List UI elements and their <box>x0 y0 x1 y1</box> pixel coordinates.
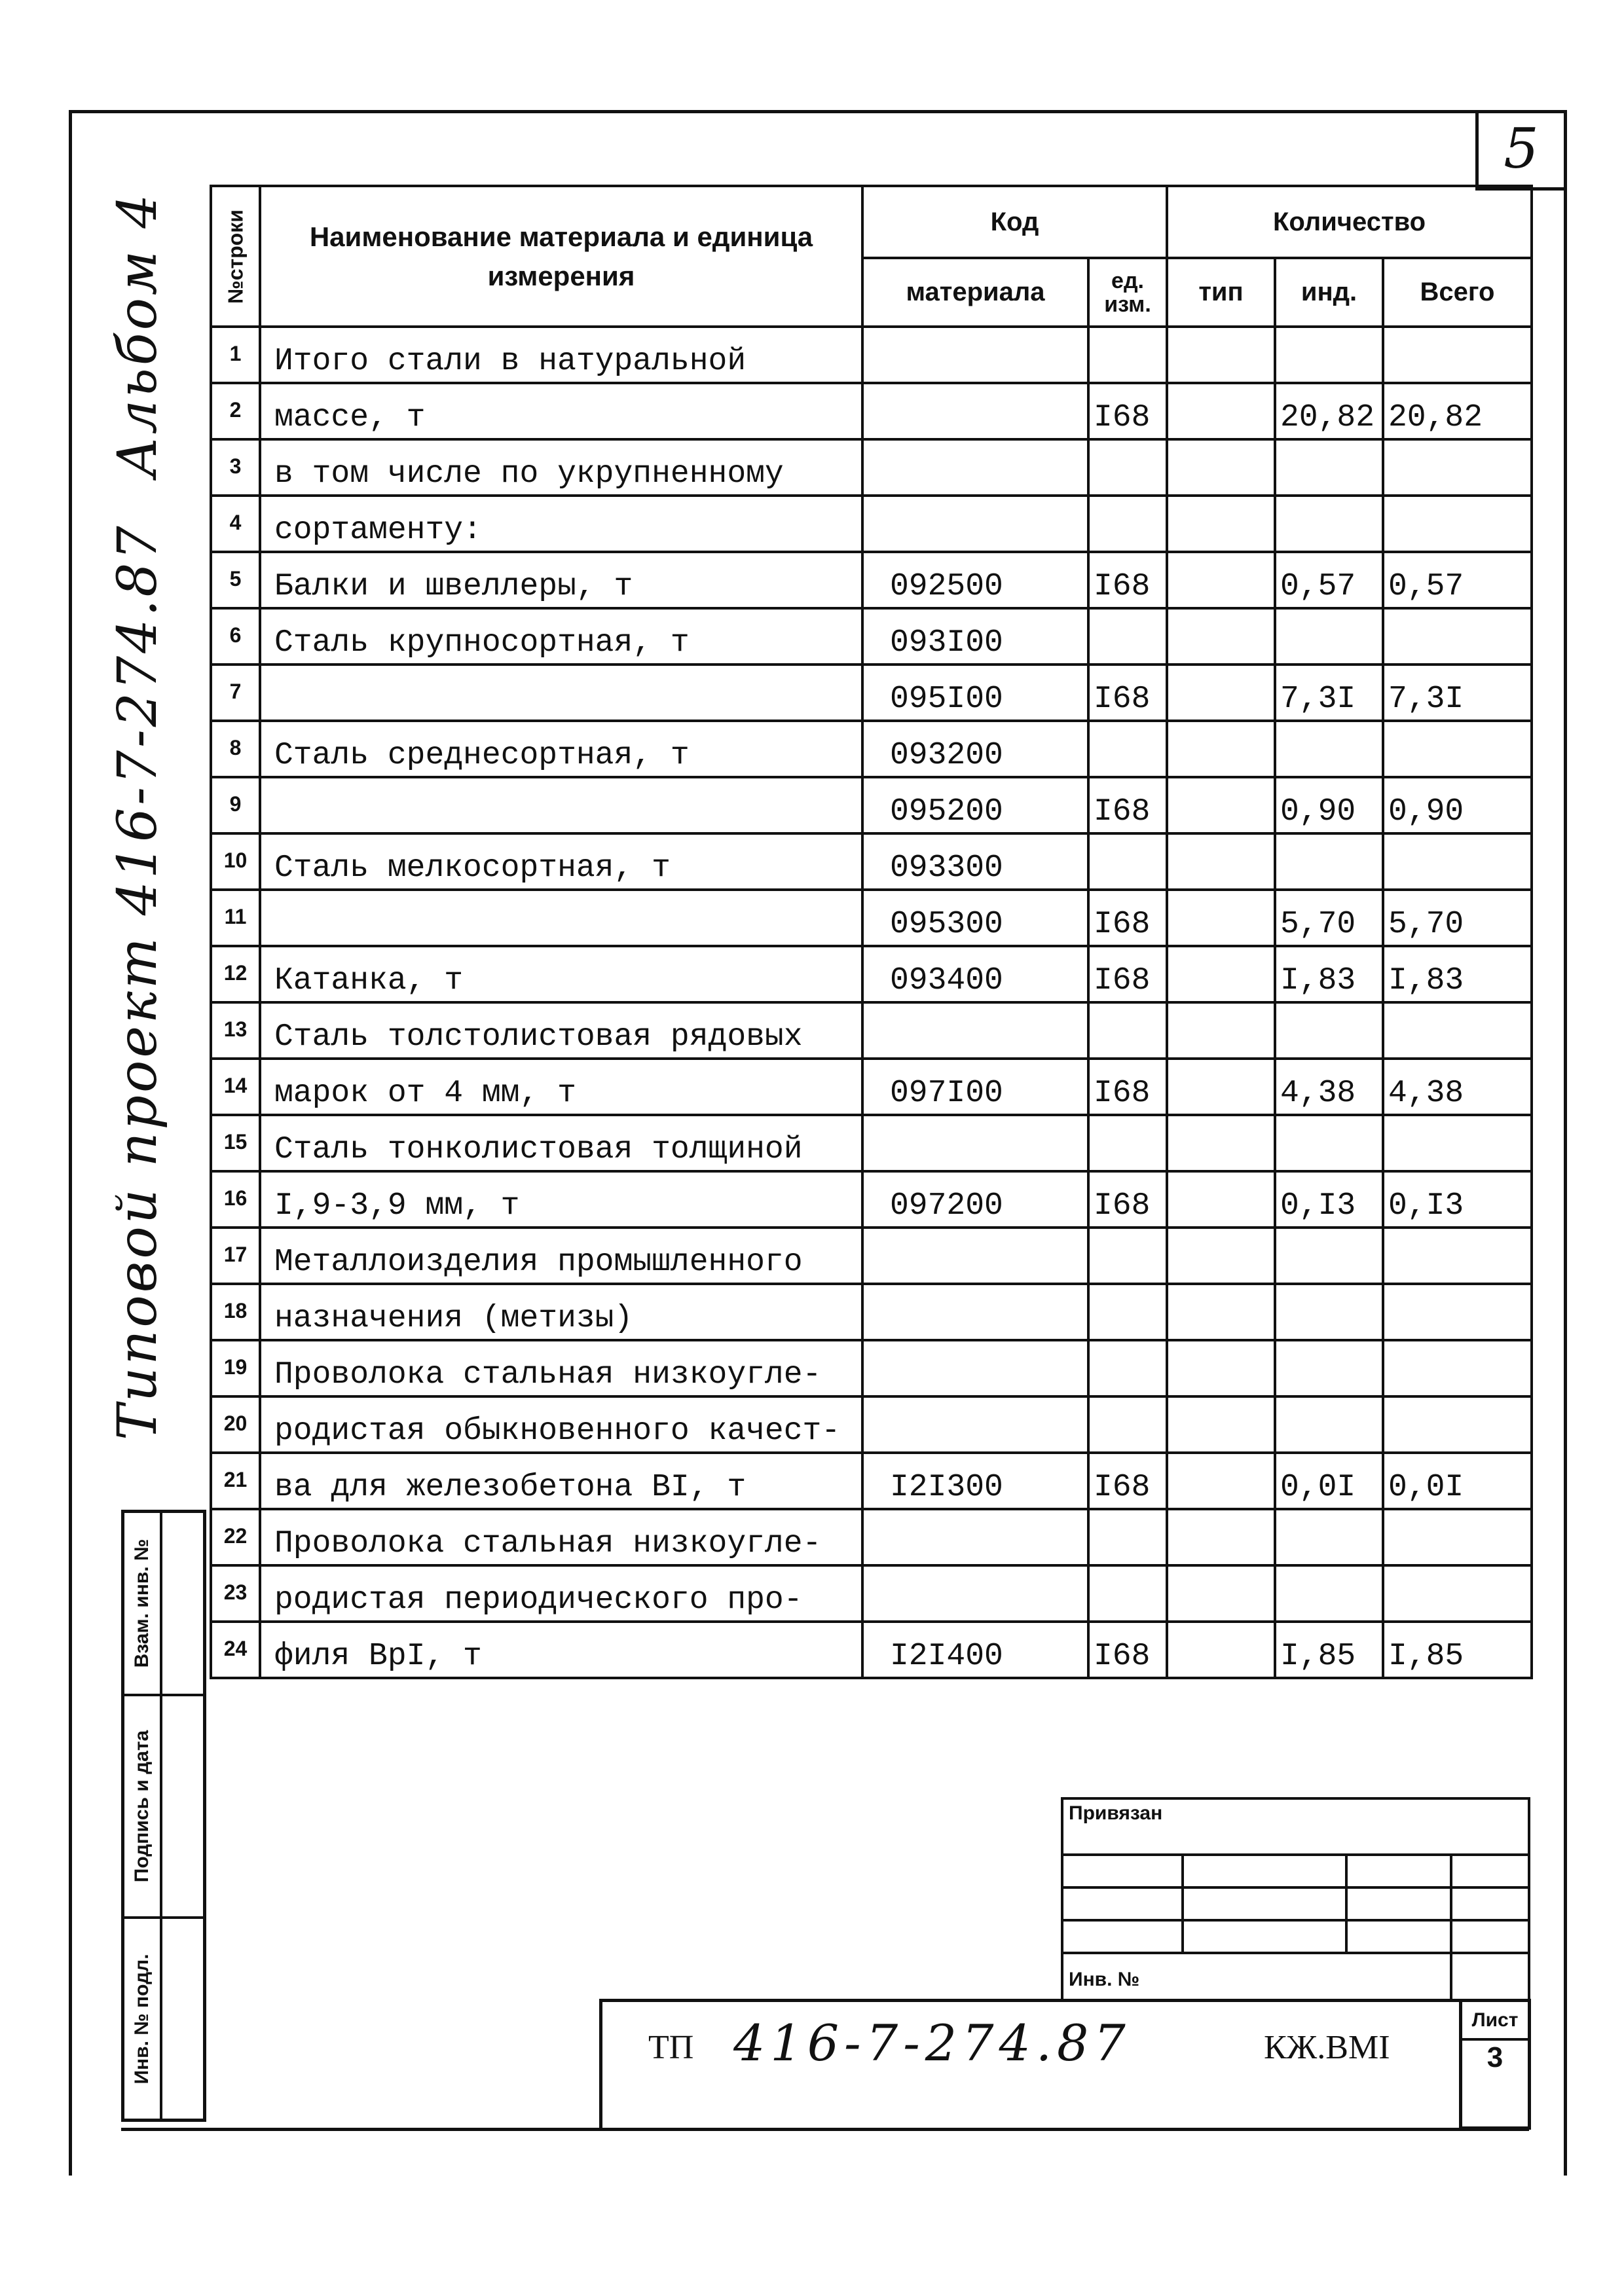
unit-code <box>1088 1115 1167 1171</box>
unit-code <box>1088 721 1167 777</box>
table-row <box>211 608 1532 665</box>
material-code <box>862 496 1088 552</box>
material-code: 095300 <box>862 890 1088 946</box>
qty-individual <box>1275 833 1383 890</box>
table-row <box>211 1115 1532 1171</box>
material-name: Сталь среднесортная, т <box>260 721 862 777</box>
material-code: 093200 <box>862 721 1088 777</box>
qty-type <box>1167 327 1275 383</box>
table-row <box>211 1340 1532 1396</box>
sheet-box <box>1459 1999 1531 2130</box>
material-code <box>862 1228 1088 1284</box>
qty-type <box>1167 946 1275 1002</box>
qty-individual <box>1275 327 1383 383</box>
material-name: Итого стали в натуральной <box>260 327 862 383</box>
material-code <box>862 1565 1088 1622</box>
title-tp: ТП <box>648 2029 694 2066</box>
row-number: 8 <box>211 721 260 777</box>
row-number: 15 <box>211 1115 260 1171</box>
row-number: 21 <box>211 1453 260 1509</box>
qty-total: 7,3I <box>1383 665 1532 721</box>
unit-code: I68 <box>1088 1171 1167 1228</box>
header-rowno: №строки <box>211 186 260 327</box>
table-row <box>211 1509 1532 1565</box>
qty-individual <box>1275 439 1383 496</box>
table-row <box>211 383 1532 439</box>
material-code <box>862 1396 1088 1453</box>
table-row <box>211 1396 1532 1453</box>
sheet-label: Лист <box>1462 2002 1528 2041</box>
unit-code <box>1088 327 1167 383</box>
unit-code: I68 <box>1088 665 1167 721</box>
material-name: ва для железобетона BI, т <box>260 1453 862 1509</box>
unit-code <box>1088 833 1167 890</box>
material-name <box>260 665 862 721</box>
row-number: 7 <box>211 665 260 721</box>
row-number: 5 <box>211 552 260 608</box>
qty-type <box>1167 1622 1275 1678</box>
table-row <box>211 496 1532 552</box>
qty-type <box>1167 608 1275 665</box>
material-name: филя BpI, т <box>260 1622 862 1678</box>
qty-type <box>1167 833 1275 890</box>
qty-individual <box>1275 1115 1383 1171</box>
qty-total: 4,38 <box>1383 1059 1532 1115</box>
material-code <box>862 1115 1088 1171</box>
row-number: 18 <box>211 1284 260 1340</box>
unit-code <box>1088 1340 1167 1396</box>
row-number: 24 <box>211 1622 260 1678</box>
qty-individual <box>1275 1565 1383 1622</box>
row-number: 23 <box>211 1565 260 1622</box>
qty-total <box>1383 1509 1532 1565</box>
qty-type <box>1167 552 1275 608</box>
page-number: 5 <box>1475 110 1564 191</box>
row-number: 17 <box>211 1228 260 1284</box>
unit-code: I68 <box>1088 1622 1167 1678</box>
material-code: 095I00 <box>862 665 1088 721</box>
material-code <box>862 1284 1088 1340</box>
table-body <box>211 327 1532 1678</box>
stamp-podpis-cell <box>124 1696 203 1919</box>
unit-code: I68 <box>1088 1059 1167 1115</box>
table-row <box>211 1002 1532 1059</box>
qty-type <box>1167 721 1275 777</box>
material-code: I2I400 <box>862 1622 1088 1678</box>
qty-type <box>1167 1171 1275 1228</box>
table-row <box>211 833 1532 890</box>
qty-total: 20,82 <box>1383 383 1532 439</box>
qty-total: 5,70 <box>1383 890 1532 946</box>
material-code: I2I300 <box>862 1453 1088 1509</box>
qty-type <box>1167 890 1275 946</box>
qty-individual <box>1275 608 1383 665</box>
material-name: марок от 4 мм, т <box>260 1059 862 1115</box>
unit-code <box>1088 1396 1167 1453</box>
qty-individual: 20,82 <box>1275 383 1383 439</box>
table-row <box>211 1622 1532 1678</box>
table-row <box>211 665 1532 721</box>
qty-individual: 0,90 <box>1275 777 1383 833</box>
row-number: 19 <box>211 1340 260 1396</box>
qty-type <box>1167 777 1275 833</box>
unit-code: I68 <box>1088 777 1167 833</box>
table-row <box>211 327 1532 383</box>
unit-code: I68 <box>1088 946 1167 1002</box>
qty-total: I,85 <box>1383 1622 1532 1678</box>
row-number: 9 <box>211 777 260 833</box>
qty-type <box>1167 1284 1275 1340</box>
material-name: Сталь крупносортная, т <box>260 608 862 665</box>
material-code: 092500 <box>862 552 1088 608</box>
header-name: Наименование материала и единица измерения <box>260 186 862 327</box>
row-number: 1 <box>211 327 260 383</box>
title-block <box>599 1999 1464 2130</box>
material-name: массе, т <box>260 383 862 439</box>
inv-no-label: Инв. № <box>1069 1969 1140 1990</box>
unit-code: I68 <box>1088 1453 1167 1509</box>
material-code: 093300 <box>862 833 1088 890</box>
qty-individual: 0,57 <box>1275 552 1383 608</box>
material-code <box>862 1002 1088 1059</box>
table-row <box>211 1059 1532 1115</box>
side-caption-album: Альбом 4 <box>106 191 169 478</box>
header-code-unit: ед. изм. <box>1088 258 1167 327</box>
qty-total <box>1383 1340 1532 1396</box>
material-name <box>260 777 862 833</box>
title-project-number: 416-7-274.87 <box>733 2014 1131 2072</box>
table-row <box>211 1565 1532 1622</box>
row-number: 14 <box>211 1059 260 1115</box>
row-number: 16 <box>211 1171 260 1228</box>
row-number: 4 <box>211 496 260 552</box>
material-name: Проволока стальная низкоугле- <box>260 1340 862 1396</box>
stamp-inv-label: Инв. № подл. <box>131 1953 153 2085</box>
qty-type <box>1167 439 1275 496</box>
qty-type <box>1167 1509 1275 1565</box>
unit-code <box>1088 439 1167 496</box>
qty-individual: 7,3I <box>1275 665 1383 721</box>
qty-individual: I,85 <box>1275 1622 1383 1678</box>
qty-total <box>1383 1565 1532 1622</box>
material-name: Металлоизделия промышленного <box>260 1228 862 1284</box>
qty-type <box>1167 1115 1275 1171</box>
qty-individual <box>1275 496 1383 552</box>
qty-total <box>1383 496 1532 552</box>
table-row <box>211 1228 1532 1284</box>
sheet-number: 3 <box>1486 2041 1504 2073</box>
material-name: I,9-3,9 мм, т <box>260 1171 862 1228</box>
table-row <box>211 721 1532 777</box>
unit-code <box>1088 496 1167 552</box>
material-name: Сталь мелкосортная, т <box>260 833 862 890</box>
qty-individual <box>1275 1396 1383 1453</box>
material-code <box>862 1509 1088 1565</box>
unit-code: I68 <box>1088 552 1167 608</box>
privyazan-block <box>1061 1797 1530 2001</box>
material-code <box>862 1340 1088 1396</box>
header-q-type: тип <box>1167 258 1275 327</box>
qty-type <box>1167 496 1275 552</box>
qty-type <box>1167 1453 1275 1509</box>
material-code <box>862 383 1088 439</box>
qty-type <box>1167 665 1275 721</box>
qty-total <box>1383 1228 1532 1284</box>
qty-type <box>1167 1340 1275 1396</box>
table-row <box>211 777 1532 833</box>
header-code: Код <box>862 186 1167 258</box>
qty-total <box>1383 608 1532 665</box>
row-number: 2 <box>211 383 260 439</box>
material-code: 097I00 <box>862 1059 1088 1115</box>
qty-individual <box>1275 721 1383 777</box>
row-number: 22 <box>211 1509 260 1565</box>
unit-code: I68 <box>1088 890 1167 946</box>
qty-individual: I,83 <box>1275 946 1383 1002</box>
qty-total <box>1383 1002 1532 1059</box>
qty-type <box>1167 383 1275 439</box>
material-code: 093400 <box>862 946 1088 1002</box>
row-number: 12 <box>211 946 260 1002</box>
material-code: 093I00 <box>862 608 1088 665</box>
unit-code <box>1088 1284 1167 1340</box>
approval-stamp <box>121 1510 206 2122</box>
qty-total <box>1383 721 1532 777</box>
table-row <box>211 946 1532 1002</box>
qty-total <box>1383 833 1532 890</box>
material-code: 097200 <box>862 1171 1088 1228</box>
header-q-total: Всего <box>1383 258 1532 327</box>
material-name: Балки и швеллеры, т <box>260 552 862 608</box>
material-name: родистая периодического про- <box>260 1565 862 1622</box>
row-number: 3 <box>211 439 260 496</box>
table-row <box>211 890 1532 946</box>
header-code-material: материала <box>862 258 1088 327</box>
stamp-vzam-label: Взам. инв. № <box>131 1539 153 1668</box>
qty-total: 0,90 <box>1383 777 1532 833</box>
table-row <box>211 1453 1532 1509</box>
material-name: Сталь тонколистовая толщиной <box>260 1115 862 1171</box>
header-quantity: Количество <box>1167 186 1532 258</box>
stamp-vzam-cell <box>124 1513 203 1696</box>
unit-code <box>1088 1002 1167 1059</box>
stamp-inv-cell <box>124 1919 203 2119</box>
unit-code <box>1088 1509 1167 1565</box>
qty-type <box>1167 1396 1275 1453</box>
material-name: Сталь толстолистовая рядовых <box>260 1002 862 1059</box>
side-caption-project: Типовой проект 416-7-274.87 <box>106 523 169 1440</box>
material-name: в том числе по укрупненному <box>260 439 862 496</box>
row-number: 10 <box>211 833 260 890</box>
qty-total: 0,57 <box>1383 552 1532 608</box>
row-number: 20 <box>211 1396 260 1453</box>
qty-total <box>1383 439 1532 496</box>
material-table <box>210 185 1533 1679</box>
row-number: 6 <box>211 608 260 665</box>
material-code: 095200 <box>862 777 1088 833</box>
qty-type <box>1167 1228 1275 1284</box>
material-name: родистая обыкновенного качест- <box>260 1396 862 1453</box>
unit-code <box>1088 608 1167 665</box>
qty-total <box>1383 1115 1532 1171</box>
qty-type <box>1167 1565 1275 1622</box>
row-number: 11 <box>211 890 260 946</box>
table-row <box>211 1284 1532 1340</box>
bottom-border <box>121 2128 1529 2131</box>
qty-type <box>1167 1002 1275 1059</box>
qty-total <box>1383 327 1532 383</box>
material-name: Проволока стальная низкоугле- <box>260 1509 862 1565</box>
material-name: назначения (метизы) <box>260 1284 862 1340</box>
qty-individual <box>1275 1284 1383 1340</box>
material-name: Катанка, т <box>260 946 862 1002</box>
qty-type <box>1167 1059 1275 1115</box>
table-row <box>211 439 1532 496</box>
stamp-podpis-label: Подпись и дата <box>131 1730 153 1883</box>
qty-individual <box>1275 1340 1383 1396</box>
side-caption <box>98 191 177 1440</box>
material-code <box>862 439 1088 496</box>
qty-individual: 0,I3 <box>1275 1171 1383 1228</box>
unit-code <box>1088 1228 1167 1284</box>
row-number: 13 <box>211 1002 260 1059</box>
title-document-code: КЖ.ВМI <box>1264 2029 1390 2066</box>
privyazan-label: Привязан <box>1069 1802 1163 1824</box>
qty-total: 0,0I <box>1383 1453 1532 1509</box>
qty-individual <box>1275 1002 1383 1059</box>
qty-individual: 5,70 <box>1275 890 1383 946</box>
qty-total: I,83 <box>1383 946 1532 1002</box>
qty-individual <box>1275 1228 1383 1284</box>
header-q-ind: инд. <box>1275 258 1383 327</box>
unit-code: I68 <box>1088 383 1167 439</box>
qty-individual: 4,38 <box>1275 1059 1383 1115</box>
table-row <box>211 552 1532 608</box>
qty-individual: 0,0I <box>1275 1453 1383 1509</box>
material-name: сортаменту: <box>260 496 862 552</box>
qty-total <box>1383 1396 1532 1453</box>
material-name <box>260 890 862 946</box>
table-row <box>211 1171 1532 1228</box>
qty-individual <box>1275 1509 1383 1565</box>
material-code <box>862 327 1088 383</box>
unit-code <box>1088 1565 1167 1622</box>
qty-total <box>1383 1284 1532 1340</box>
qty-total: 0,I3 <box>1383 1171 1532 1228</box>
